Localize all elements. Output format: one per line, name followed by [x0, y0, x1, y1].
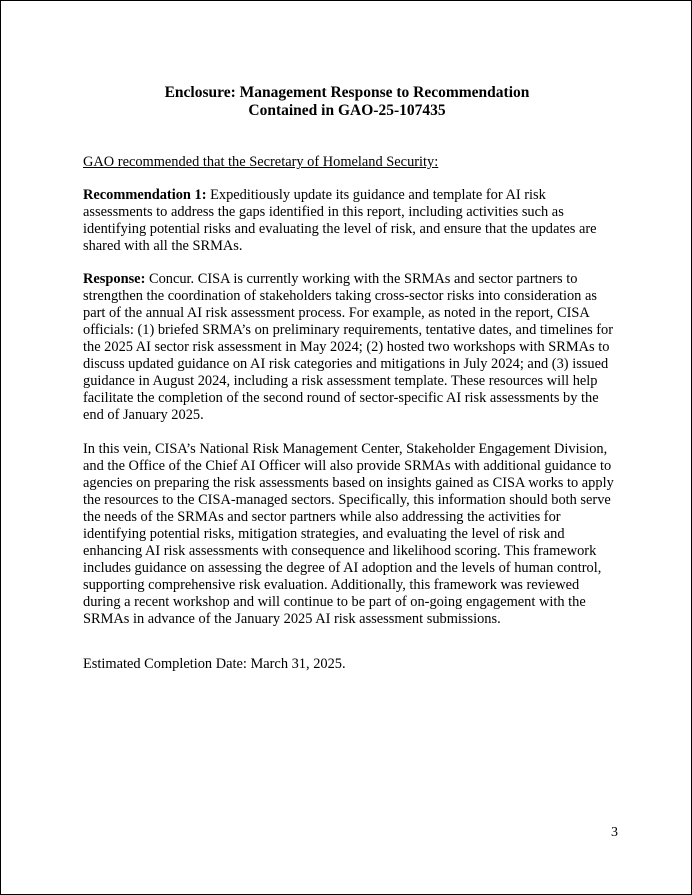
recommendation-text: Expeditiously update its guidance and template for AI risk assessments to address the gaps identified in this report, including activities such as identifying potential risks and evaluating the level of risk, and ensure that the updates are shared with all the SRMAs. [83, 187, 597, 254]
additional-guidance-paragraph: In this vein, CISA’s National Risk Management Center, Stakeholder Engagement Division, and the Office of the Chief AI Officer will also provide SRMAs with additional guidance to agencies on preparing the risk assessments based on insights gained as CISA works to apply the resources to the CISA-managed sectors. Specifically, this information should both serve the needs of the SRMAs and sector partners while also addressing the activities for identifying potential risks, mitigation strategies, and evaluating the level of risk and enhancing AI risk assessments with consequence and likelihood scoring. This framework includes guidance on assessing the degree of AI adoption and the levels of human control, supporting comprehensive risk evaluation. Additionally, this framework was reviewed during a recent workshop and will continue to be part of on-going engagement with the SRMAs in advance of the January 2025 AI risk assessment submissions. [83, 441, 614, 627]
page-number: 3 [611, 825, 618, 840]
intro-colon: : [434, 154, 439, 170]
estimated-completion-date: Estimated Completion Date: March 31, 2025. [83, 656, 346, 672]
response-paragraph [83, 271, 615, 424]
recommendation-label: Recommendation 1: [83, 187, 207, 203]
document-title-line-2: Contained in GAO-25-107435 [248, 102, 446, 119]
document-title-line-1: Enclosure: Management Response to Recommendation [164, 84, 530, 101]
response-text: Concur. CISA is currently working with the SRMAs and sector partners to strengthen the coordination of stakeholders taking cross-sector risks into consideration as part of the annual AI risk assessment process. For example, as noted in the report, CISA officials: (1) briefed SRMA’s on preliminary requirements, tentative dates, and timelines for the 2025 AI sector risk assessment in May 2024; (2) hosted two workshops with SRMAs to discuss updated guidance on AI risk categories and mitigations in July 2024; and (3) issued guidance in August 2024, including a risk assessment template. These resources will help facilitate the completion of the second round of sector-specific AI risk assessments by the end of January 2025. [83, 271, 614, 423]
intro-paragraph [83, 154, 615, 171]
recommendation-paragraph [83, 187, 615, 255]
response-label: Response: [83, 271, 146, 287]
intro-text: GAO recommended that the Secretary of Homeland Security [83, 154, 435, 170]
